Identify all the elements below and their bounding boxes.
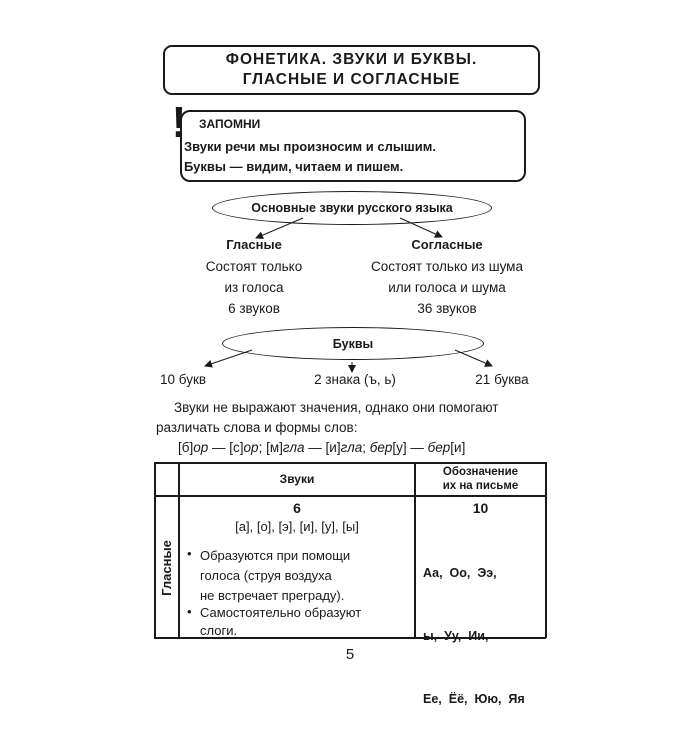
bullet-1-line-2: голоса (струя воздуха [200,568,332,583]
table-right-border [545,462,547,638]
vowels-desc-2: из голоса [224,280,284,295]
letters-line-3: Ее, Ёё, Юю, Яя [423,692,525,706]
vowels-label: Гласные [226,237,282,252]
sounds-oval [212,191,492,225]
consonants-desc-1: Состоят только из шума [371,259,523,274]
sounds-count: 6 [293,500,301,516]
sounds-list: [а], [о], [э], [и], [у], [ы] [235,519,359,534]
letters-vowels-count: 10 букв [160,372,207,387]
consonants-label: Согласные [411,237,483,252]
header-letters-line-2: их на письме [442,480,519,492]
header-letters [416,465,545,493]
bullet-2 [200,604,361,640]
title-line-1: ФОНЕТИКА. ЗВУКИ И БУКВЫ. [225,51,478,68]
remember-heading: ЗАПОМНИ [199,117,261,131]
exclamation-icon: ! [171,98,187,147]
row-label-vowels: Гласные [159,540,174,596]
paragraph-line-2: различать слова и формы слов: [156,420,358,435]
paragraph-examples: [б]ор — [с]ор; [м]гла — [и]гла; бер[у] — бер[и] [178,440,466,455]
sounds-oval-label: Основные звуки русского языка [251,201,453,215]
header-letters-line-1: Обозначение [442,466,519,478]
consonants-desc-2: или голоса и шума [388,280,506,295]
table-header-divider [154,495,546,497]
page-number: 5 [345,646,355,663]
bullet-icon-1: • [187,546,192,561]
paragraph-line-1: Звуки не выражают значения, однако они помогают [174,400,499,415]
letters-oval [222,327,484,360]
bullet-2-line-1: Самостоятельно образуют [200,605,362,620]
vowels-count: 6 звуков [228,301,280,316]
bullet-1-line-1: Образуются при помощи [200,548,351,563]
bullet-icon-2: • [187,604,192,619]
consonants-count: 36 звуков [417,301,477,316]
title-line-2: ГЛАСНЫЕ И СОГЛАСНЫЕ [242,71,461,88]
table-top-border [154,462,546,464]
table-left-border [154,462,156,638]
letters-consonants-count: 21 буква [475,372,529,387]
letters-oval-label: Буквы [332,336,374,351]
letters-line-1: Аа, Оо, Ээ, [423,566,497,580]
bullet-1 [200,546,350,606]
letters-signs-count: 2 знака (ъ, ь) [314,372,396,387]
letters-line-2: ы, Уу, Ии, [423,629,489,643]
bullet-2-line-2: слоги. [200,623,238,638]
table-col-divider-1 [178,462,180,638]
header-sounds: Звуки [279,472,315,486]
remember-line-2: Буквы — видим, читаем и пишем. [184,159,404,174]
bullet-1-line-3: не встречает преграду). [200,588,345,603]
remember-line-1: Звуки речи мы произносим и слышим. [184,139,436,154]
vowels-desc-1: Состоят только [205,259,303,274]
letters-count: 10 [472,500,489,516]
